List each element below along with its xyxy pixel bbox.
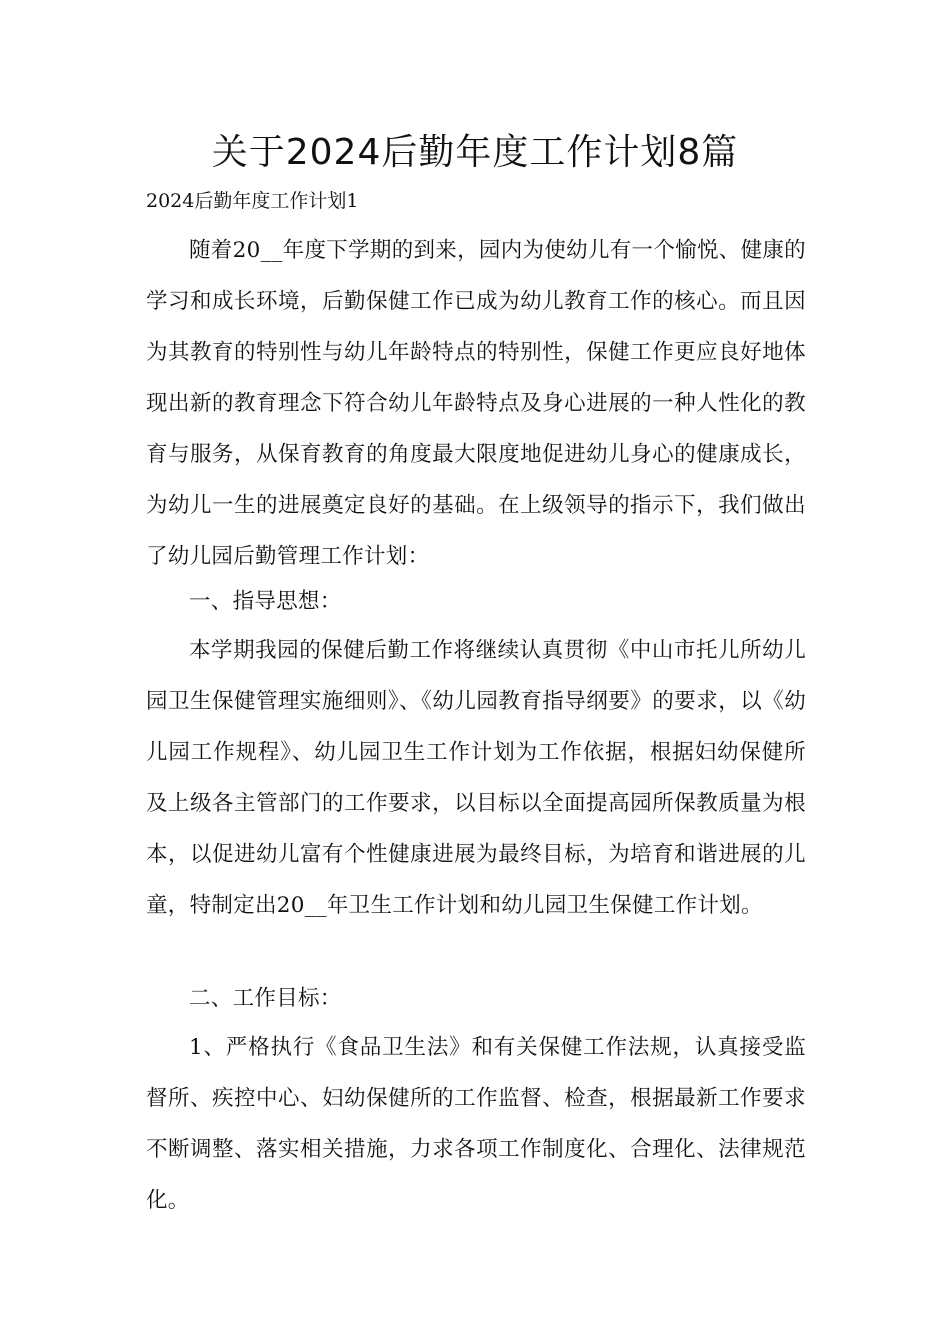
heading-work-goals: 二、工作目标： (189, 986, 342, 1011)
intro-paragraph: 随着20__年度下学期的到来，园内为使幼儿有一个愉悦、健康的学习和成长环境，后勤保健工作已成为幼儿教育工作的核心。而且因为其教育的特别性与幼儿年龄特点的特别性，保健工作更应良好地体现出新的教育理念下符合幼儿年龄特点及身心进展的一种人性化的教育与服务，从保育教育的角度最大限度地促进幼儿身心的健康成长，为幼儿一生的进展奠定良好的基础。在上级领导的指示下，我们做出了幼儿园后勤管理工作计划： (146, 238, 806, 569)
heading-guiding-ideology: 一、指导思想： (189, 589, 342, 614)
guiding-paragraph: 本学期我园的保健后勤工作将继续认真贯彻《中山市托儿所幼儿园卫生保健管理实施细则》、《幼儿园教育指导纲要》的要求，以《幼儿园工作规程》、幼儿园卫生工作计划为工作依据，根据妇幼保健所及上级各主管部门的工作要求，以目标以全面提高园所保教质量为根本，以促进幼儿富有个性健康进展为最终目标，为培育和谐进展的儿童，特制定出20__年卫生工作计划和幼儿园卫生保健工作计划。 (146, 638, 806, 918)
section-subtitle: 2024后勤年度工作计划1 (146, 190, 359, 212)
document-title: 关于2024后勤年度工作计划8篇 (211, 132, 739, 173)
goal-item-1: 1、严格执行《食品卫生法》和有关保健工作法规，认真接受监督所、疾控中心、妇幼保健所的工作监督、检查，根据最新工作要求不断调整、落实相关措施，力求各项工作制度化、合理化、法律规范化。 (146, 1035, 806, 1213)
